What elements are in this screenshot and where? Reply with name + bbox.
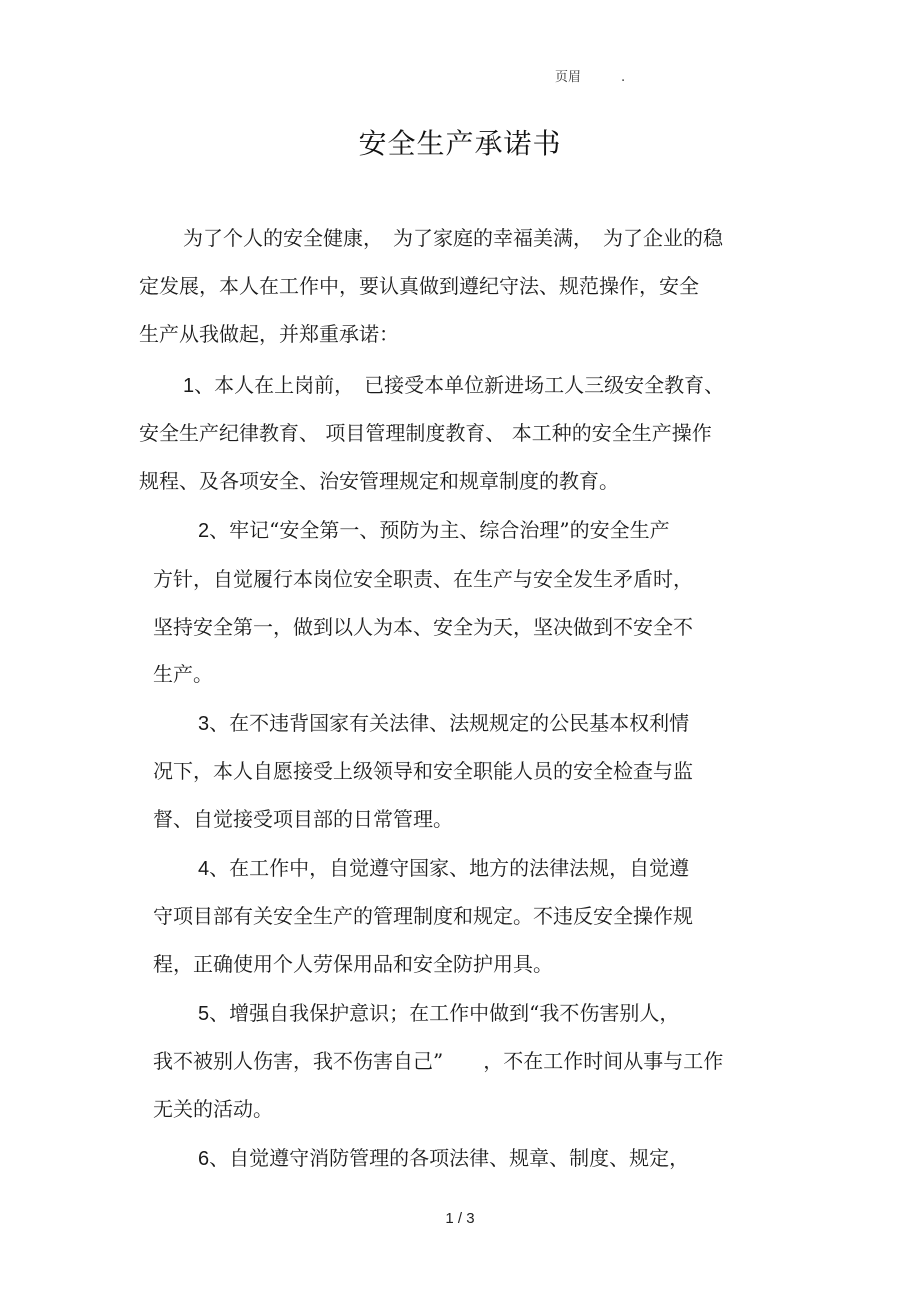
- item-text: 、在不违背国家有关法律、法规规定的公民基本权利情: [209, 711, 690, 735]
- item-text: 、增强自我保护意识；在工作中做到“我不伤害别人，: [209, 1001, 680, 1025]
- item-number: 4: [198, 858, 210, 880]
- item-number: 6: [198, 1148, 210, 1170]
- item-2-line-4: 生产。: [153, 662, 213, 686]
- page-number: 1 / 3: [445, 1210, 475, 1227]
- item-1-line-1: [183, 373, 724, 398]
- intro-line-1: 为了个人的安全健康， 为了家庭的幸福美满， 为了企业的稳: [183, 226, 723, 250]
- item-2-line-2: 方针，自觉履行本岗位安全职责、在生产与安全发生矛盾时，: [153, 567, 693, 591]
- document-title: 安全生产承诺书: [358, 127, 562, 160]
- item-number: 2: [198, 520, 210, 542]
- item-3-line-3: 督、自觉接受项目部的日常管理。: [153, 807, 453, 831]
- item-text: 、本人在上岗前， 已接受本单位新进场工人三级安全教育、: [194, 373, 725, 397]
- item-1-line-3: 规程、及各项安全、治安管理规定和规章制度的教育。: [139, 469, 619, 493]
- item-text: 、自觉遵守消防管理的各项法律、规章、制度、规定，: [209, 1146, 690, 1170]
- item-5-line-2: 我不被别人伤害，我不伤害自己” ，不在工作时间从事与工作: [153, 1049, 724, 1073]
- item-6-line-1: [198, 1146, 689, 1171]
- item-2-line-3: 坚持安全第一，做到以人为本、安全为天，坚决做到不安全不: [153, 615, 693, 639]
- item-5-line-3: 无关的活动。: [153, 1097, 273, 1121]
- page-header: [555, 66, 625, 85]
- header-mark: .: [621, 70, 626, 85]
- item-number: 5: [198, 1003, 210, 1025]
- item-4-line-3: 程，正确使用个人劳保用品和安全防护用具。: [153, 952, 553, 976]
- item-2-line-1: [198, 518, 670, 543]
- item-4-line-1: [198, 856, 689, 881]
- item-3-line-1: [198, 711, 689, 736]
- item-1-line-2: 安全生产纪律教育、 项目管理制度教育、 本工种的安全生产操作: [139, 421, 712, 445]
- item-text: 、牢记“安全第一、预防为主、综合治理”的安全生产: [209, 518, 670, 542]
- item-3-line-2: 况下，本人自愿接受上级领导和安全职能人员的安全检查与监: [153, 759, 693, 783]
- item-5-line-1: [198, 1001, 679, 1026]
- item-4-line-2: 守项目部有关安全生产的管理制度和规定。不违反安全操作规: [153, 904, 693, 928]
- item-number: 1: [183, 375, 195, 397]
- item-number: 3: [198, 713, 210, 735]
- header-label: 页眉: [555, 70, 582, 85]
- intro-line-2: 定发展，本人在工作中，要认真做到遵纪守法、规范操作，安全: [139, 274, 699, 298]
- item-text: 、在工作中，自觉遵守国家、地方的法律法规，自觉遵: [209, 856, 690, 880]
- intro-line-3: 生产从我做起，并郑重承诺：: [139, 322, 399, 346]
